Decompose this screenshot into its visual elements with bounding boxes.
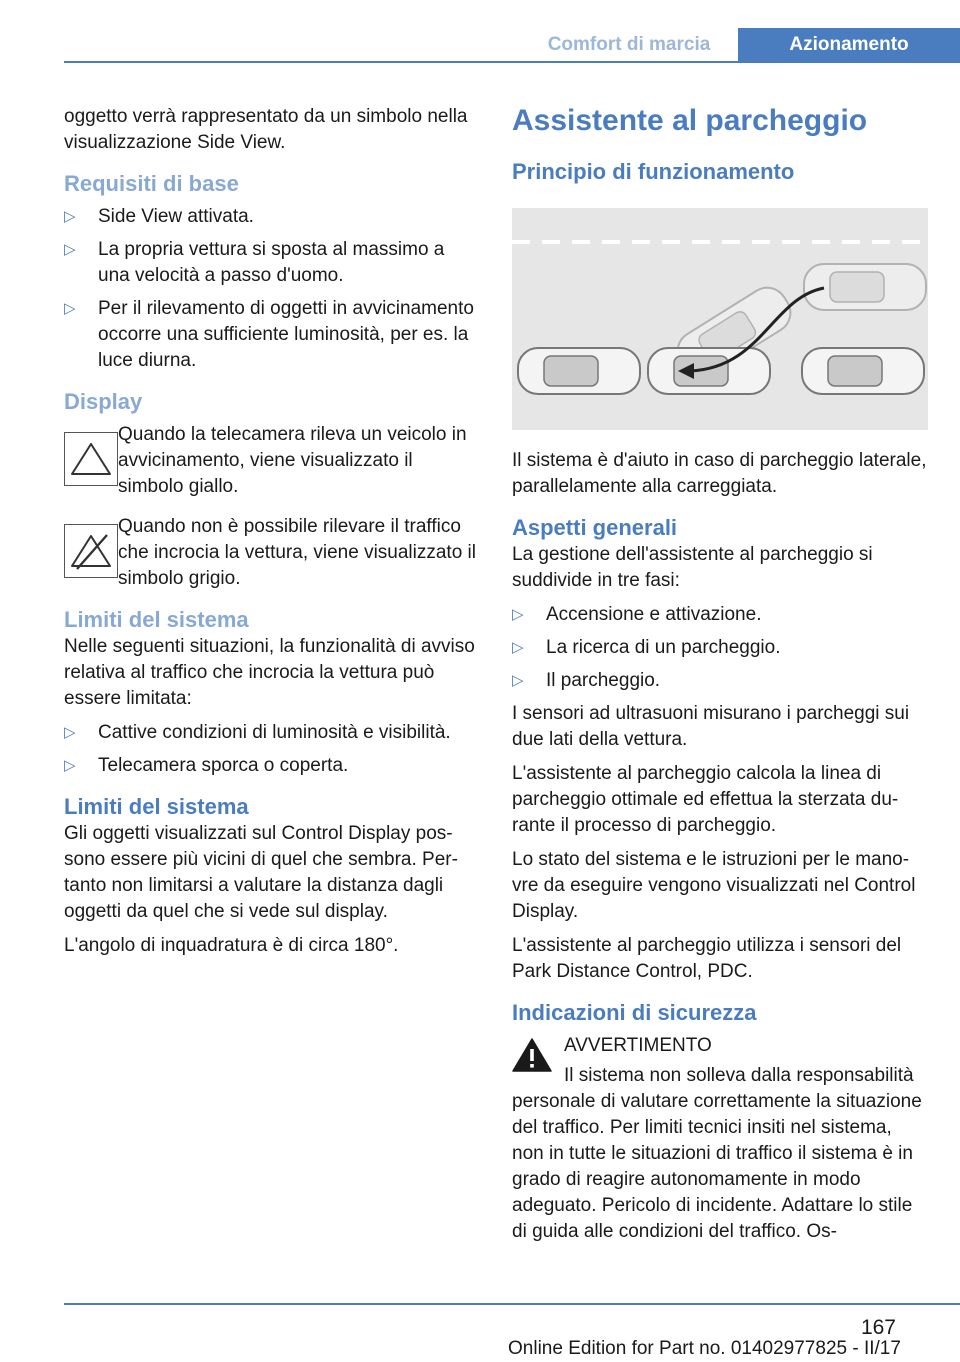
- list-item: ▷ Telecamera sporca o coperta.: [64, 753, 478, 779]
- warning-icon: [512, 1037, 552, 1073]
- bullet-triangle-icon: ▷: [512, 672, 524, 689]
- section-tab: Comfort di marcia: [547, 34, 711, 55]
- body-paragraph: L'assistente al parcheggio calcola la linea di parcheggio ottimale ed effettua la sterzata durante il processo di parcheggio.: [512, 763, 899, 836]
- body-paragraph: L'assistente al parcheggio utilizza i sensori del Park Distance Control, PDC.: [512, 935, 902, 982]
- chapter-tab: Azionamento: [738, 28, 960, 62]
- warning-text: Il sistema non solleva dalla responsabilità personale di valutare correttamente la situazione del traffico. Per limiti tecnici insiti nel sistema, non in tutte le situazioni di traffico il sistema è in grado di reagire autonomamente in modo adeguato. Pericolo di incidente. Adattare lo stile di guida alle condizioni del traffico. Os-: [512, 1065, 922, 1242]
- footer-rule: [64, 1303, 960, 1305]
- list-item: ▷ Side View attivata.: [64, 204, 478, 230]
- header-rule: [64, 61, 960, 63]
- page-header: [0, 24, 960, 62]
- heading-limiti-1: Limiti del sistema: [64, 607, 249, 632]
- bullet-triangle-icon: ▷: [64, 724, 76, 741]
- list-item: ▷ Accensione e attivazione.: [512, 602, 928, 628]
- bullet-triangle-icon: ▷: [512, 606, 524, 623]
- warning-title: AVVERTIMENTO: [564, 1035, 712, 1056]
- car-icon: [518, 348, 640, 394]
- parking-illustration: [512, 208, 928, 430]
- aspetti-intro: La gestione dell'assistente al parcheggio si suddivide in tre fasi:: [512, 544, 873, 591]
- page-title: Assistente al parcheggio: [512, 104, 868, 137]
- requisiti-list: [64, 204, 478, 374]
- display-item-text: Quando non è possibile rilevare il traffico che incrocia la vettura, viene visualizzato il simbolo grigio.: [118, 516, 477, 589]
- heading-principio: Principio di funzionamento: [512, 159, 795, 184]
- left-column: [64, 104, 478, 967]
- warning-triangle-crossed-icon: [64, 524, 118, 578]
- list-item: ▷ Il parcheggio.: [512, 668, 928, 694]
- page-number: 167: [860, 1316, 896, 1339]
- limiti-paragraph: Gli oggetti visualizzati sul Control Display possono essere più vicini di quel che sembra. Pertanto non limitarsi a valutare la distanza dagli oggetti da quel che si vede sul display.: [64, 823, 458, 922]
- heading-requisiti: Requisiti di base: [64, 171, 239, 196]
- aspetti-list: [512, 602, 928, 694]
- list-item: ▷ Cattive condizioni di luminosità e visibilità.: [64, 720, 478, 746]
- body-paragraph: I sensori ad ultrasuoni misurano i parcheggi sui due lati della vettura.: [512, 703, 910, 750]
- list-item: ▷ La propria vettura si sposta al massimo a una velocità a passo d'uomo.: [64, 239, 445, 286]
- intro-paragraph: oggetto verrà rappresentato da un simbolo nella visualizzazione Side View.: [64, 106, 468, 153]
- bullet-triangle-icon: ▷: [64, 300, 76, 317]
- display-item-yellow: [64, 422, 478, 500]
- figure-caption: Il sistema è d'aiuto in caso di parcheggio laterale, parallelamente alla carreggiata.: [512, 450, 927, 497]
- warning-block: [512, 1033, 928, 1245]
- body-paragraph: Lo stato del sistema e le istruzioni per le manovre da eseguire vengono visualizzati nel Control Display.: [512, 849, 916, 922]
- angle-paragraph: L'angolo di inquadratura è di circa 180°.: [64, 935, 399, 956]
- heading-aspetti: Aspetti generali: [512, 515, 678, 540]
- heading-limiti-2: Limiti del sistema: [64, 794, 249, 819]
- bullet-triangle-icon: ▷: [64, 757, 76, 774]
- edition-text: Online Edition for Part no. 01402977825 - II/17: [508, 1338, 901, 1359]
- bullet-triangle-icon: ▷: [512, 639, 524, 656]
- list-item: ▷ La ricerca di un parcheggio.: [512, 635, 928, 661]
- bullet-triangle-icon: ▷: [64, 208, 76, 225]
- list-item: ▷ Per il rilevamento di oggetti in avvicinamento occorre una sufficiente luminosità, per es. la luce diurna.: [64, 298, 474, 371]
- bullet-triangle-icon: ▷: [64, 241, 76, 258]
- display-item-text: Quando la telecamera rileva un veicolo in avvicinamento, viene visualizzato il simbolo giallo.: [118, 424, 467, 497]
- limiti-list: [64, 720, 478, 779]
- warning-triangle-icon: [64, 432, 118, 486]
- right-column: [512, 104, 928, 1245]
- heading-display: Display: [64, 389, 143, 414]
- display-item-grey: [64, 514, 478, 592]
- limiti-intro: Nelle seguenti situazioni, la funzionalità di avviso relativa al traffico che incrocia la vettura può essere limitata:: [64, 636, 475, 709]
- car-icon: [802, 348, 924, 394]
- car-icon: [648, 348, 770, 394]
- heading-sicurezza: Indicazioni di sicurezza: [512, 1000, 757, 1025]
